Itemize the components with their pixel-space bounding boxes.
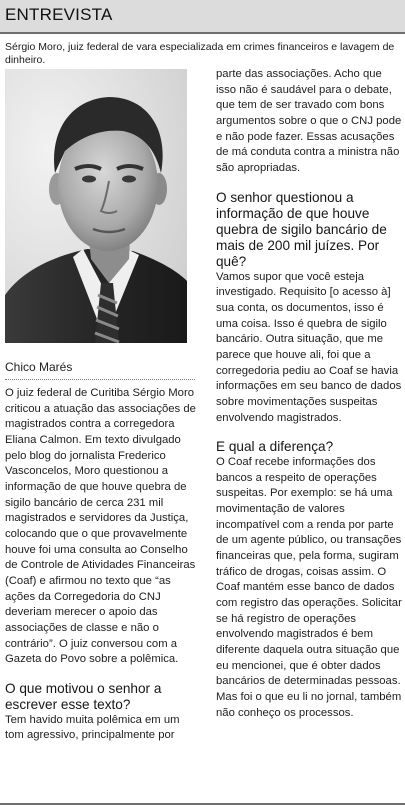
answer-3: O Coaf recebe informações dos bancos a respeito de operações suspeitas. Por exemplo: se há uma movimentação de valores incompatível com a renda por parte de um agente público, ou transações financeiras que, pela forma, sugiram tráfico de drogas, coisas assim. O Coaf mantém esse banco de dados com registro das operações. Solicitar se há registro de operações envolvendo magistrados é bem diferente daquela outra situação que eu mencionei, que é obter dados bancários de determinadas pessoas. Mas foi o que eu li no jornal, também não conheço os processos. <box>216 456 402 719</box>
photo-caption: Sérgio Moro, juiz federal de vara especializada em crimes financeiros e lavagem de dinheiro. <box>5 41 395 66</box>
article-right-column <box>216 67 403 721</box>
portrait-illustration <box>5 69 187 343</box>
article-intro: O juiz federal de Curitiba Sérgio Moro criticou a atuação das associações de magistrados contra a corregedora Eliana Calmon. Em texto divulgado pelo blog do jornalista Frederico Vasconcelos, Moro questionou a informação de que houve quebra de sigilo bancário de cerca 231 mil magistrados e servidores da Justiça, colocando que o que provavelmente houve foi uma consulta ao Conselho de Controle de Atividades Financeiras (Coaf) e afirmou no texto que “as ações da Corregedoria do CNJ deveriam merecer o apoio das associações de classe e não o contrário”. O juiz conversou com a Gazeta do Povo sobre a polêmica. <box>5 387 196 666</box>
section-header <box>0 0 405 34</box>
question-3: E qual a diferença? <box>216 439 334 455</box>
byline-divider <box>5 379 195 380</box>
answer-2: Vamos supor que você esteja investigado. Requisito [o acesso à] sua conta, os documentos, isso é uma coisa. Isso é quebra de sigilo bancário. Outra situação, que me parece que houve ali, foi que a corregedoria pediu ao Coaf se havia informações em seu banco de dados sobre movimentações suspeitas envolvendo magistrados. <box>216 270 402 424</box>
byline: Chico Marés <box>5 360 73 374</box>
portrait-photo <box>5 69 187 343</box>
question-2: O senhor questionou a informação de que houve quebra de sigilo bancário de mais de 200 mil juízes. Por quê? <box>216 189 387 269</box>
answer-1-start: Tem havido muita polêmica em um tom agressivo, principalmente por <box>5 713 180 742</box>
section-title: ENTREVISTA <box>5 5 113 24</box>
answer-1-end: parte das associações. Acho que isso não é saudável para o debate, que tem de ser travado com bons argumentos sobre o que o CNJ pode e não pode fazer. Essas acusações de má conduta contra a ministra não são apropriadas. <box>216 68 402 174</box>
bottom-divider <box>0 803 405 805</box>
article-left-column <box>5 386 198 744</box>
question-1: O que motivou o senhor a escrever esse texto? <box>5 680 162 712</box>
